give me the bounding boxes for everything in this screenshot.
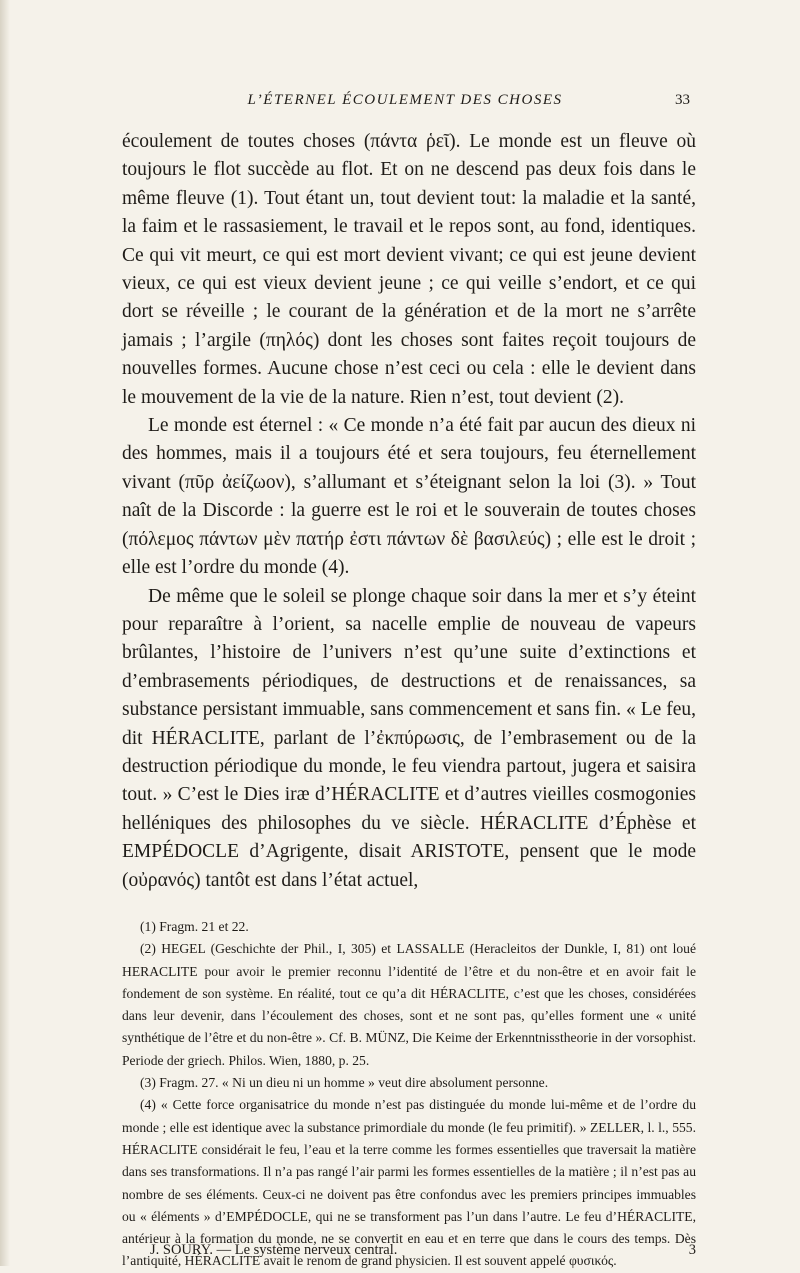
footnote-4: (4) « Cette force organisatrice du monde n’est pas distinguée du monde lui-même et de l’ordre du monde ; elle est identique avec la substance primordiale du monde (le feu primitif). » ZELLER, l. l., 555. HÉRACLITE considérait le feu, l’eau et la terre comme les formes essentielles que traversait la matière dans ses transformations. Il n’a pas rangé l’air parmi les formes essentielles de la matière ; il n’est pas au nombre de ses éléments. Ceux-ci ne doivent pas être confondus avec les premiers principes immuables ou « éléments » d’EMPÉDOCLE, qui ne se transforment pas l’un dans l’autre. Le feu d’HÉRACLITE, antérieur à la formation du monde, ne se convertit en eau et en terre que dans le cours des temps. Dès l’antiquité, HÉRACLITE avait le renom de grand physicien. Il est souvent appelé φυσικός. — [122, 1097, 696, 1269]
footnote-3: (3) Fragm. 27. « Ni un dieu ni un homme » veut dire absolument personne. — [140, 1075, 549, 1091]
paragraph-1: écoulement de toutes choses (πάντα ῥεῖ). Le monde est un fleuve où toujours le flot succède au flot. Et on ne descend pas deux fois dans le même fleuve (1). Tout étant un, tout devient tout: la maladie et la santé, la faim et le rassasiement, le travail et le repos sont, au fond, identiques. Ce qui vit meurt, ce qui est mort devient vivant; ce qui est jeune devient vieux, ce qui est vieux devient jeune ; ce qui veille s’endort, et ce qui dort se réveille ; le courant de la génération et de la mort ne s’arrête jamais ; l’argile (πηλός) dont les choses sont faites reçoit toujours de nouvelles formes. Aucune chose n’est ceci ou cela : elle le devient dans le mouvement de la vie de la nature. Rien n’est, tout devient (2). — [122, 131, 696, 408]
running-title: L’ÉTERNEL ÉCOULEMENT DES CHOSES — [247, 92, 563, 108]
footnotes — [122, 916, 696, 1273]
footnote-2: (2) HEGEL (Geschichte der Phil., I, 305) et LASSALLE (Heracleitos der Dunkle, I, 81) ont loué HERACLITE pour avoir le premier reconnu l’identité de l’être et du non-être et en avoir fait le fondement de son système. En réalité, tout ce qu’a dit HÉRACLITE, c’est que les choses, considérées dans leur devenir, dans l’écoulement des choses, sont et ne sont pas, qu’elles forment une « unité synthétique de l’être et du non-être ». Cf. B. MÜNZ, Die Keime der Erkenntnisstheorie in der vorsophist. Periode der griech. Philos. Wien, 1880, p. 25. — [122, 941, 696, 1068]
page-number: 33 — [675, 92, 690, 108]
page-spine-shadow — [0, 0, 10, 1266]
footnote-1: (1) Fragm. 21 et 22. — [140, 919, 249, 934]
main-text — [122, 128, 696, 895]
paragraph-2: Le monde est éternel : « Ce monde n’a été fait par aucun des dieux ni des hommes, mais il a toujours été et sera toujours, feu éternellement vivant (πῦρ ἀείζωον), s’allumant et s’éteignant selon la loi (3). » Tout naît de la Discorde : la guerre est le roi et le souverain de toutes choses (πόλεμος πάντων μὲν πατήρ ἐστι πάντων δὲ βασιλεύς) ; elle est le droit ; elle est l’ordre du monde (4). — [122, 415, 696, 579]
signature-mark: 3 — [688, 1242, 696, 1258]
footer-credit: J. SOURY. — Le système nerveux central. — [150, 1242, 398, 1258]
running-head — [120, 92, 690, 114]
paragraph-3: De même que le soleil se plonge chaque soir dans la mer et s’y éteint pour reparaître à l’orient, sa nacelle emplie de nouveau de vapeurs brûlantes, l’histoire de l’univers n’est qu’une suite d’extinctions et d’embrasements périodiques, de destructions et de renaissances, sa substance persistant immuable, sans commencement et sans fin. « Le feu, dit HÉRACLITE, parlant de l’ἐκπύρωσις, de l’embrasement ou de la destruction périodique du monde, le feu viendra partout, jugera et saisira tout. » C’est le Dies iræ d’HÉRACLITE et d’autres vieilles cosmogonies helléniques des philosophes du ve siècle. HÉRACLITE d’Éphèse et EMPÉDOCLE d’Agrigente, disait ARISTOTE, pensent que le mode (οὐρανός) tantôt est dans l’état actuel, — [122, 585, 696, 891]
page-footer — [122, 1242, 696, 1262]
